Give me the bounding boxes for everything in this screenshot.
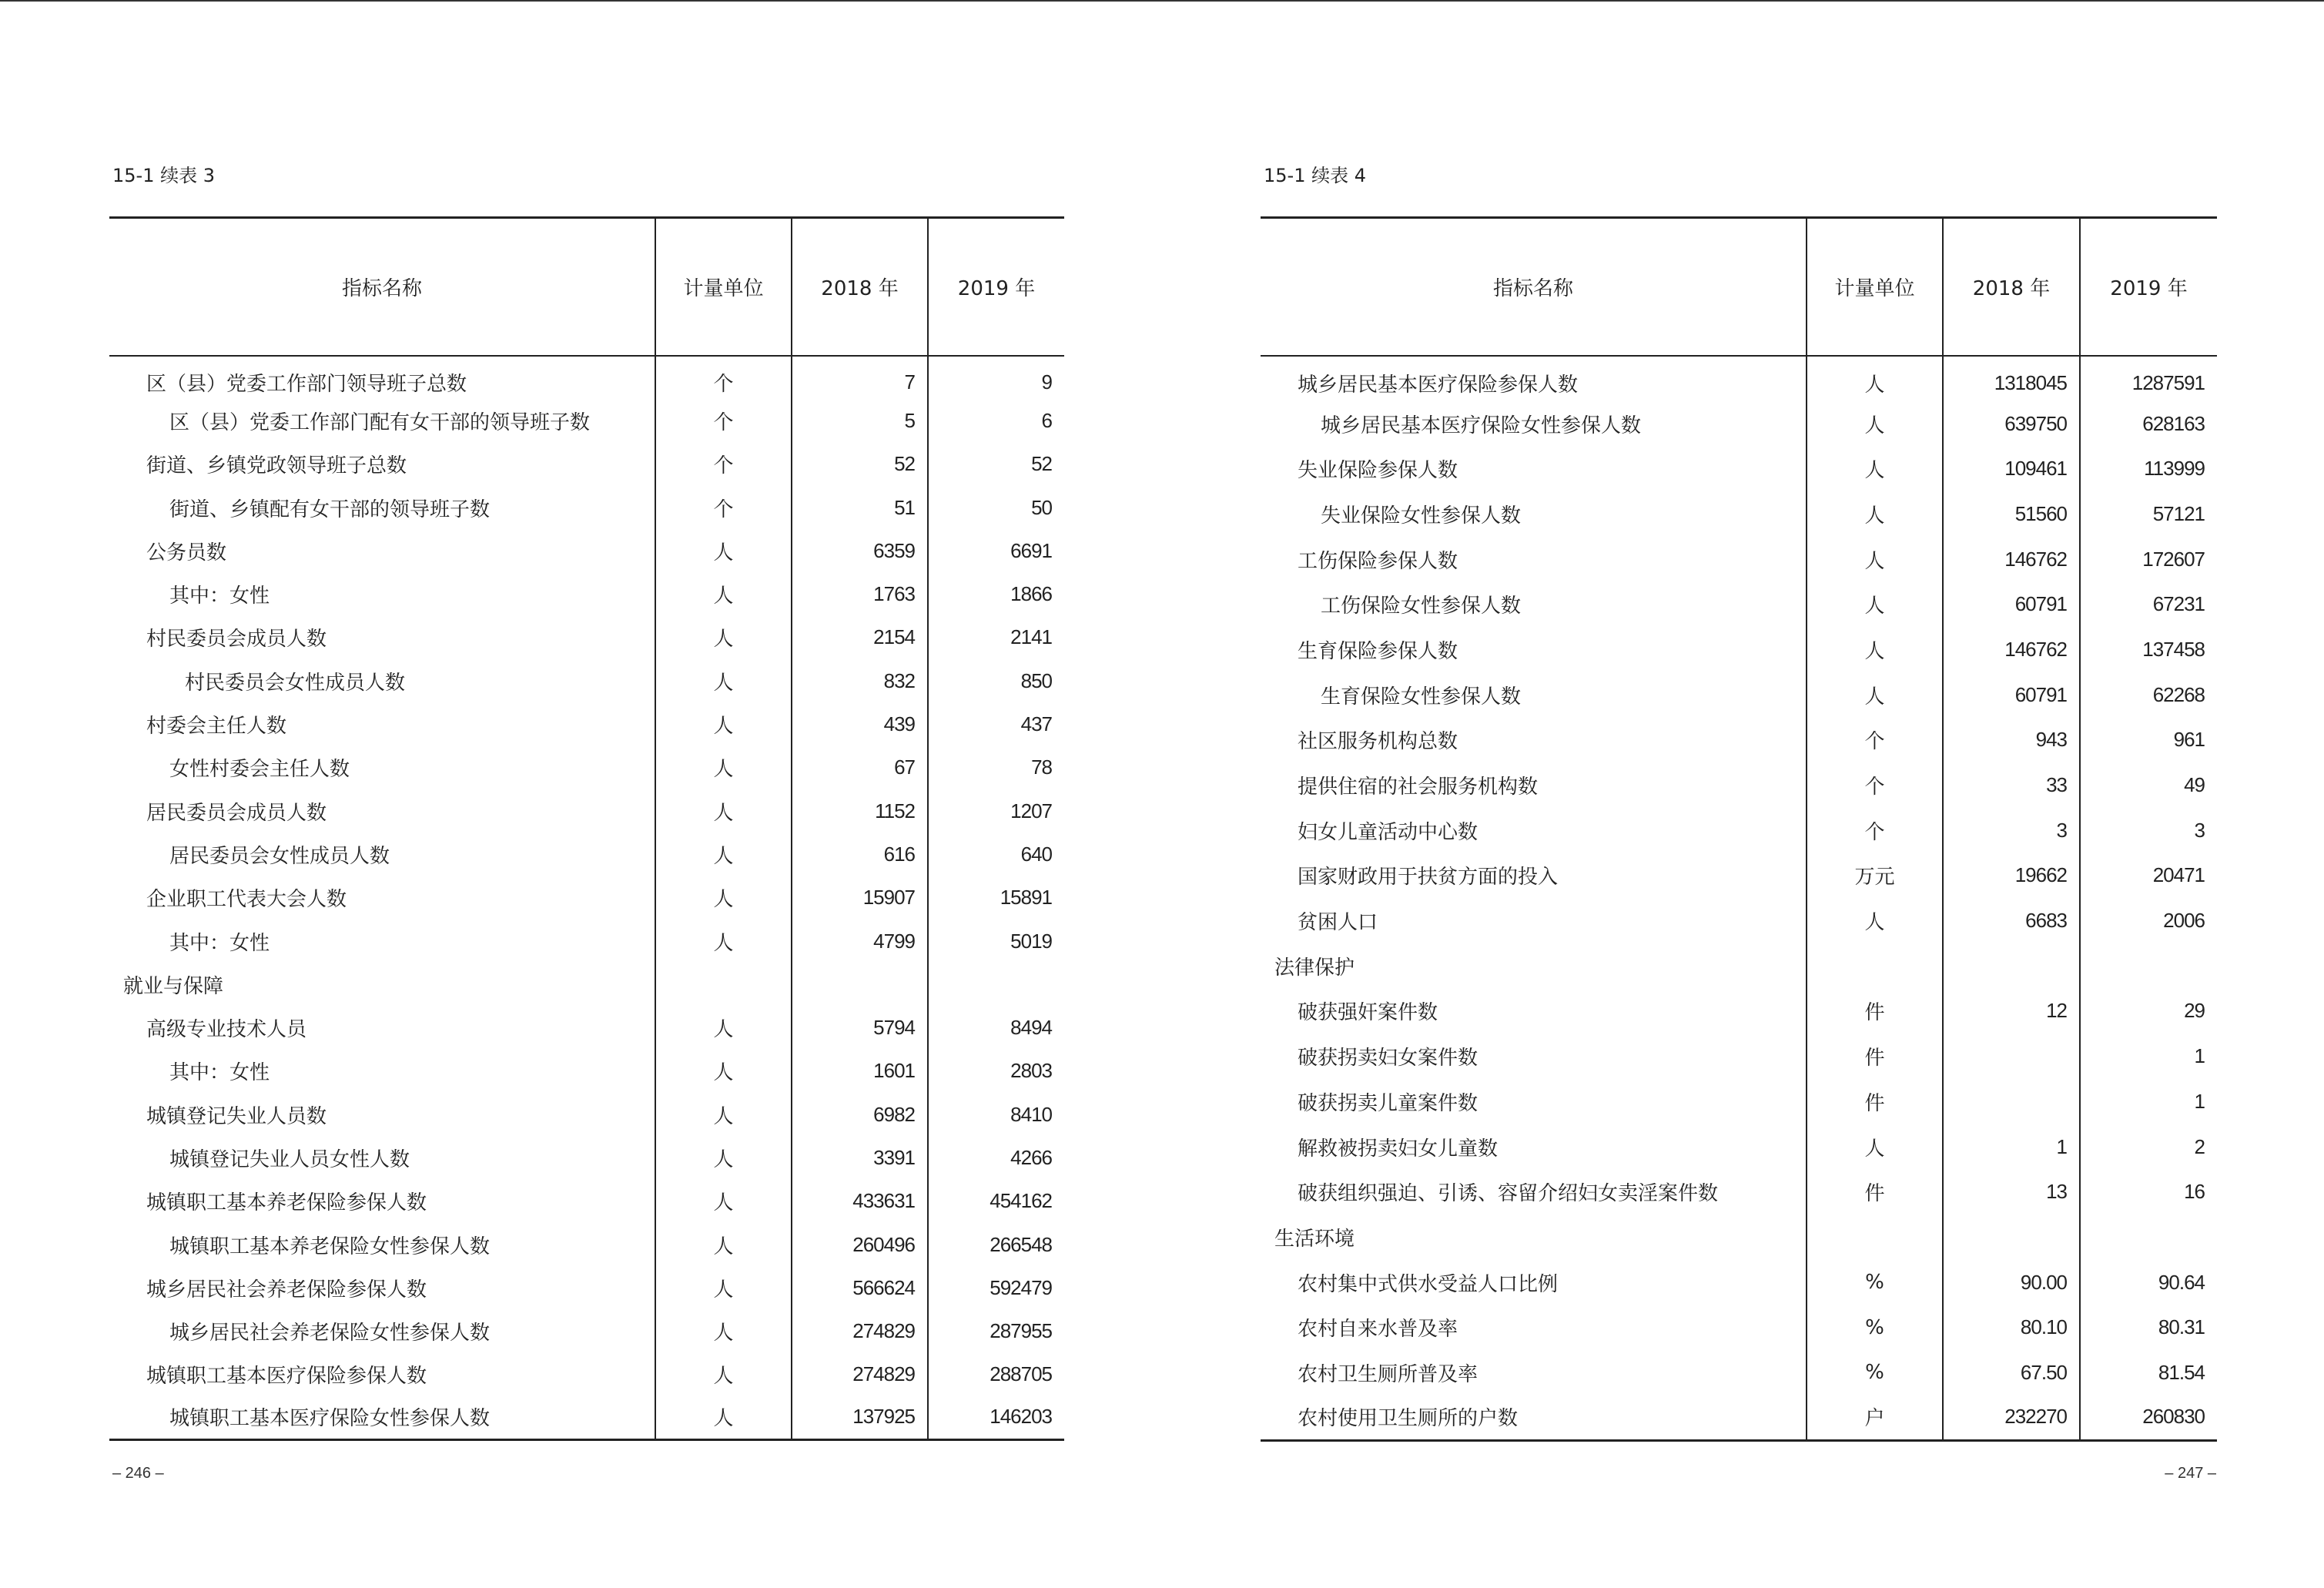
value-2019: 2803 (928, 1050, 1064, 1093)
table-row (109, 1093, 1064, 1136)
value-2019: 287955 (928, 1310, 1064, 1353)
value-2018: 60791 (1943, 672, 2080, 718)
value-2019: 15891 (928, 876, 1064, 920)
value-2019: 288705 (928, 1353, 1064, 1396)
table-row (1261, 1124, 2217, 1170)
value-2019: 4266 (928, 1136, 1064, 1179)
value-2019: 2141 (928, 616, 1064, 659)
indicator-name: 村民委员会成员人数 (146, 628, 327, 652)
value-2019: 1866 (928, 572, 1064, 615)
value-2019: 137458 (2080, 627, 2217, 672)
value-2019: 146203 (928, 1396, 1064, 1439)
value-2018: 12 (1943, 989, 2080, 1034)
value-2018: 4799 (792, 920, 928, 963)
table-row (109, 1050, 1064, 1093)
unit-cell: 个 (655, 486, 792, 529)
indicator-name: 街道、乡镇配有女干部的领导班子数 (169, 498, 491, 521)
table-row (1261, 356, 2217, 401)
value-2018: 51 (792, 486, 928, 529)
table-row (109, 920, 1064, 963)
value-2019: 80.31 (2080, 1305, 2217, 1350)
unit-cell: 人 (655, 1223, 792, 1266)
value-2019: 8410 (928, 1093, 1064, 1136)
indicator-name: 城镇职工基本医疗保险女性参保人数 (169, 1407, 491, 1431)
unit-cell: 人 (655, 529, 792, 572)
table-row (1261, 853, 2217, 899)
unit-cell: 人 (655, 616, 792, 659)
unit-cell: 人 (1807, 401, 1943, 447)
section-row (1261, 943, 2217, 989)
table-row (109, 572, 1064, 615)
indicator-name: 城镇职工基本养老保险参保人数 (146, 1191, 427, 1215)
table-row (109, 486, 1064, 529)
header-indicator-name: 指标名称 (1261, 218, 1807, 357)
value-2018: 5 (792, 399, 928, 442)
value-2018: 109461 (1943, 446, 2080, 491)
table-row (1261, 1350, 2217, 1395)
value-2018: 616 (792, 833, 928, 876)
value-2018: 6982 (792, 1093, 928, 1136)
indicator-name: 生育保险参保人数 (1298, 639, 1458, 663)
indicator-name: 女性村委会主任人数 (169, 758, 350, 782)
unit-cell: 件 (1807, 1034, 1943, 1079)
unit-cell: 个 (655, 356, 792, 399)
value-2018: 60791 (1943, 581, 2080, 627)
table-row (109, 1396, 1064, 1439)
indicator-name: 其中：女性 (169, 1061, 270, 1085)
table-row (109, 529, 1064, 572)
unit-cell: 人 (655, 1006, 792, 1049)
value-2018: 1763 (792, 572, 928, 615)
table-row (109, 616, 1064, 659)
header-row (1261, 218, 2217, 357)
value-2019: 1207 (928, 789, 1064, 833)
unit-cell: 人 (655, 702, 792, 745)
value-2019: 437 (928, 702, 1064, 745)
value-2018 (1943, 1079, 2080, 1124)
indicator-name: 居民委员会成员人数 (146, 801, 327, 825)
table-row (1261, 762, 2217, 808)
value-2018: 90.00 (1943, 1260, 2080, 1305)
table-row (109, 399, 1064, 442)
table-row (109, 356, 1064, 399)
unit-cell: 人 (1807, 356, 1943, 401)
value-2019: 57121 (2080, 491, 2217, 537)
indicator-name: 城镇职工基本养老保险女性参保人数 (169, 1235, 491, 1258)
unit-cell: % (1807, 1305, 1943, 1350)
right-page (1162, 0, 2324, 1588)
indicator-name: 法律保护 (1274, 956, 1355, 980)
header-unit: 计量单位 (655, 218, 792, 357)
value-2018: 52 (792, 443, 928, 486)
indicator-name: 公务员数 (146, 541, 227, 565)
unit-cell (1807, 943, 1943, 989)
indicator-name: 社区服务机构总数 (1298, 730, 1458, 754)
value-2018: 832 (792, 659, 928, 702)
indicator-name: 破获组织强迫、引诱、容留介绍妇女卖淫案件数 (1298, 1182, 1719, 1206)
unit-cell: 人 (1807, 537, 1943, 582)
indicator-name: 城乡居民基本医疗保险参保人数 (1298, 374, 1579, 397)
table-row (109, 1266, 1064, 1309)
value-2018: 13 (1943, 1169, 2080, 1214)
value-2018: 1152 (792, 789, 928, 833)
indicator-name: 区（县）党委工作部门领导班子总数 (146, 373, 467, 397)
indicator-name: 就业与保障 (123, 974, 224, 998)
indicator-name: 妇女儿童活动中心数 (1298, 820, 1478, 844)
table-row (1261, 627, 2217, 672)
indicator-name: 农村使用卫生厕所的户数 (1298, 1406, 1519, 1430)
value-2019: 6691 (928, 529, 1064, 572)
value-2018: 3391 (792, 1136, 928, 1179)
value-2019: 67231 (2080, 581, 2217, 627)
unit-cell: 人 (655, 1310, 792, 1353)
indicator-name: 破获拐卖妇女案件数 (1298, 1047, 1478, 1070)
indicator-name: 其中：女性 (169, 585, 270, 608)
value-2019: 49 (2080, 762, 2217, 808)
table-row (1261, 401, 2217, 447)
header-row (109, 218, 1064, 357)
table-row (1261, 1260, 2217, 1305)
unit-cell: 个 (655, 399, 792, 442)
unit-cell: 人 (1807, 491, 1943, 537)
value-2018: 2154 (792, 616, 928, 659)
value-2018: 67.50 (1943, 1350, 2080, 1395)
header-2019: 2019 年 (2080, 218, 2217, 357)
unit-cell: 件 (1807, 1079, 1943, 1124)
indicator-name: 破获拐卖儿童案件数 (1298, 1091, 1478, 1115)
value-2019: 961 (2080, 718, 2217, 763)
value-2018: 67 (792, 746, 928, 789)
value-2018: 439 (792, 702, 928, 745)
value-2019: 81.54 (2080, 1350, 2217, 1395)
value-2018: 51560 (1943, 491, 2080, 537)
unit-cell: 人 (655, 920, 792, 963)
value-2019: 1 (2080, 1079, 2217, 1124)
unit-cell: 个 (655, 443, 792, 486)
value-2018 (792, 963, 928, 1006)
unit-cell: 个 (1807, 808, 1943, 853)
indicator-name: 城镇登记失业人员女性人数 (169, 1147, 410, 1171)
table-row (1261, 1305, 2217, 1350)
unit-cell (1807, 1214, 1943, 1260)
indicator-name: 失业保险参保人数 (1298, 459, 1458, 483)
indicator-name: 农村卫生厕所普及率 (1298, 1362, 1478, 1386)
unit-cell: 人 (655, 876, 792, 920)
header-2019: 2019 年 (928, 218, 1064, 357)
indicator-name: 农村自来水普及率 (1298, 1318, 1458, 1342)
value-2019: 16 (2080, 1169, 2217, 1214)
value-2018: 137925 (792, 1396, 928, 1439)
header-unit: 计量单位 (1807, 218, 1943, 357)
value-2018 (1943, 943, 2080, 989)
value-2019: 9 (928, 356, 1064, 399)
value-2018: 6683 (1943, 898, 2080, 943)
value-2018: 1 (1943, 1124, 2080, 1170)
table-row (1261, 1079, 2217, 1124)
value-2019: 62268 (2080, 672, 2217, 718)
table-row (109, 443, 1064, 486)
indicator-name: 高级专业技术人员 (146, 1018, 307, 1042)
table-row (1261, 898, 2217, 943)
value-2019: 260830 (2080, 1395, 2217, 1441)
header-2018: 2018 年 (1943, 218, 2080, 357)
header-indicator-name: 指标名称 (109, 218, 655, 357)
unit-cell: 人 (1807, 672, 1943, 718)
unit-cell: 个 (1807, 718, 1943, 763)
indicator-name: 区（县）党委工作部门配有女干部的领导班子数 (169, 410, 591, 434)
value-2018: 260496 (792, 1223, 928, 1266)
value-2018: 639750 (1943, 401, 2080, 447)
indicator-name: 村民委员会女性成员人数 (185, 671, 406, 695)
indicator-name: 居民委员会女性成员人数 (169, 844, 390, 868)
value-2019: 6 (928, 399, 1064, 442)
value-2019: 850 (928, 659, 1064, 702)
value-2019: 90.64 (2080, 1260, 2217, 1305)
unit-cell: 人 (655, 1050, 792, 1093)
value-2019 (928, 963, 1064, 1006)
indicator-name: 贫困人口 (1298, 911, 1378, 935)
value-2018: 146762 (1943, 537, 2080, 582)
indicator-name: 其中：女性 (169, 931, 270, 955)
indicator-name: 城乡居民社会养老保险参保人数 (146, 1278, 427, 1302)
unit-cell: 万元 (1807, 853, 1943, 899)
table-title: 15-1 续表 3 (112, 165, 215, 186)
value-2018: 943 (1943, 718, 2080, 763)
unit-cell: 人 (1807, 627, 1943, 672)
table-row (1261, 808, 2217, 853)
table-row (109, 876, 1064, 920)
unit-cell: 人 (655, 1093, 792, 1136)
unit-cell: 人 (655, 1396, 792, 1439)
value-2019: 592479 (928, 1266, 1064, 1309)
unit-cell: 人 (1807, 581, 1943, 627)
section-row (109, 963, 1064, 1006)
value-2019: 454162 (928, 1180, 1064, 1223)
value-2019: 640 (928, 833, 1064, 876)
value-2018: 274829 (792, 1353, 928, 1396)
value-2019: 52 (928, 443, 1064, 486)
value-2018: 232270 (1943, 1395, 2080, 1441)
value-2019: 266548 (928, 1223, 1064, 1266)
value-2018: 33 (1943, 762, 2080, 808)
value-2018: 19662 (1943, 853, 2080, 899)
indicator-name: 生活环境 (1274, 1227, 1355, 1251)
indicator-name: 工伤保险女性参保人数 (1321, 595, 1522, 618)
indicator-name: 破获强奸案件数 (1298, 1001, 1438, 1025)
unit-cell: 个 (1807, 762, 1943, 808)
table-row (109, 1353, 1064, 1396)
value-2018: 3 (1943, 808, 2080, 853)
value-2019: 50 (928, 486, 1064, 529)
value-2018: 274829 (792, 1310, 928, 1353)
table-row (1261, 537, 2217, 582)
page-number: – 247 – (2165, 1465, 2216, 1482)
indicator-name: 工伤保险参保人数 (1298, 549, 1458, 573)
unit-cell: 人 (1807, 1124, 1943, 1170)
value-2019: 172607 (2080, 537, 2217, 582)
value-2019: 628163 (2080, 401, 2217, 447)
value-2018 (1943, 1214, 2080, 1260)
indicator-name: 农村集中式供水受益人口比例 (1298, 1272, 1559, 1296)
value-2019: 5019 (928, 920, 1064, 963)
unit-cell: 人 (655, 1266, 792, 1309)
table-row (1261, 581, 2217, 627)
table-title: 15-1 续表 4 (1264, 165, 1366, 186)
indicator-name: 解救被拐卖妇女儿童数 (1298, 1137, 1499, 1161)
value-2019: 1 (2080, 1034, 2217, 1079)
unit-cell: 人 (655, 789, 792, 833)
header-2018: 2018 年 (792, 218, 928, 357)
indicator-name: 城镇职工基本医疗保险参保人数 (146, 1365, 427, 1389)
indicator-name: 国家财政用于扶贫方面的投入 (1298, 866, 1559, 889)
value-2018: 80.10 (1943, 1305, 2080, 1350)
indicator-name: 城乡居民基本医疗保险女性参保人数 (1321, 414, 1642, 437)
unit-cell: 人 (655, 1180, 792, 1223)
section-row (1261, 1214, 2217, 1260)
indicator-name: 城乡居民社会养老保险女性参保人数 (169, 1322, 491, 1345)
value-2018: 146762 (1943, 627, 2080, 672)
table-row (109, 789, 1064, 833)
stats-table (1261, 216, 2217, 1442)
table-row (109, 1310, 1064, 1353)
value-2019: 1287591 (2080, 356, 2217, 401)
value-2018: 1318045 (1943, 356, 2080, 401)
value-2019: 2 (2080, 1124, 2217, 1170)
table-row (109, 1180, 1064, 1223)
indicator-name: 村委会主任人数 (146, 715, 287, 739)
table-row (109, 1136, 1064, 1179)
value-2019: 20471 (2080, 853, 2217, 899)
table-row (109, 1223, 1064, 1266)
table-row (1261, 446, 2217, 491)
unit-cell: % (1807, 1350, 1943, 1395)
indicator-name: 企业职工代表大会人数 (146, 888, 347, 912)
indicator-name: 城镇登记失业人员数 (146, 1104, 327, 1128)
value-2018: 7 (792, 356, 928, 399)
table-row (109, 702, 1064, 745)
value-2018: 6359 (792, 529, 928, 572)
table-row (109, 1006, 1064, 1049)
page-number: – 246 – (112, 1465, 164, 1482)
table-row (1261, 1395, 2217, 1441)
indicator-name: 失业保险女性参保人数 (1321, 504, 1522, 528)
table-row (109, 659, 1064, 702)
value-2019: 113999 (2080, 446, 2217, 491)
table-row (1261, 491, 2217, 537)
table-row (1261, 1034, 2217, 1079)
value-2018: 15907 (792, 876, 928, 920)
table-row (1261, 989, 2217, 1034)
value-2019: 2006 (2080, 898, 2217, 943)
value-2019: 78 (928, 746, 1064, 789)
value-2019: 3 (2080, 808, 2217, 853)
top-rule (1162, 0, 2324, 2)
unit-cell: 人 (1807, 446, 1943, 491)
indicator-name: 街道、乡镇党政领导班子总数 (146, 454, 407, 478)
table-row (109, 746, 1064, 789)
table-row (1261, 1169, 2217, 1214)
value-2019 (2080, 1214, 2217, 1260)
indicator-name: 提供住宿的社会服务机构数 (1298, 776, 1539, 799)
value-2018: 1601 (792, 1050, 928, 1093)
top-rule (0, 0, 1162, 2)
unit-cell: 件 (1807, 989, 1943, 1034)
indicator-name: 生育保险女性参保人数 (1321, 685, 1522, 709)
unit-cell: 人 (1807, 898, 1943, 943)
stats-table (109, 216, 1064, 1441)
unit-cell: 人 (655, 1136, 792, 1179)
unit-cell: 户 (1807, 1395, 1943, 1441)
table-row (1261, 718, 2217, 763)
value-2019 (2080, 943, 2217, 989)
table-row (1261, 672, 2217, 718)
value-2018: 566624 (792, 1266, 928, 1309)
unit-cell: % (1807, 1260, 1943, 1305)
unit-cell: 人 (655, 572, 792, 615)
unit-cell: 人 (655, 659, 792, 702)
unit-cell: 人 (655, 833, 792, 876)
unit-cell: 人 (655, 746, 792, 789)
unit-cell: 件 (1807, 1169, 1943, 1214)
value-2019: 8494 (928, 1006, 1064, 1049)
value-2018: 433631 (792, 1180, 928, 1223)
table-row (109, 833, 1064, 876)
value-2018: 5794 (792, 1006, 928, 1049)
unit-cell (655, 963, 792, 1006)
value-2018 (1943, 1034, 2080, 1079)
unit-cell: 人 (655, 1353, 792, 1396)
value-2019: 29 (2080, 989, 2217, 1034)
